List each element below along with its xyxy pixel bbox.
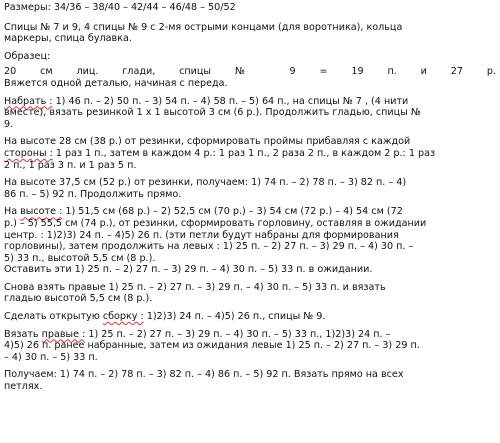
height-37-paragraph [4,177,496,200]
neckline-line-4: горловины), затем продолжить на левых : 1) 25 п. – 2) 27 п. – 3) 29 п. – 4) 30 п. – [4,241,414,253]
armhole-paragraph [4,136,496,171]
armhole-line-1: На высоте 28 см (38 р.) от резинки, сформировать проймы прибавляя с каждой [4,136,411,148]
cast-on-keyword: Набрать : [4,95,53,107]
needles-paragraph [4,22,496,45]
height-37-line-1: На высоте 37,5 см (52 р.) от резинки, получаем: 1) 74 п. – 2) 78 п. – 3) 82 п. – 4) [4,177,407,189]
needles-line-2: маркеры, спица булавка. [4,33,132,45]
neckline-keyword: высоте : [20,206,63,218]
neckline-line-1-start: На [4,206,21,218]
right-side-paragraph [4,282,496,305]
right-side-line-2: гладью высотой 5,5 см (8 р.). [4,293,153,305]
sizes-line: Размеры: 34/36 – 38/40 – 42/44 – 46/48 – 50/52 [4,2,236,13]
neckline-line-2: р.) – 5) 55,5 см (74 р.), от резинки, сформировать горловину, оставляя в ожидании [4,217,427,229]
result-line-2: петлях. [4,381,43,393]
right-side-line-1: Снова взять правые 1) 25 п. – 2) 27 п. – 3) 29 п. – 4) 30 п. – 5) 33 п. и вязать [4,281,386,293]
armhole-line-2 [4,148,496,160]
neckline-line-5: 5) 33 п., высотой 5,5 см (8 р.). [4,252,156,264]
open-assembly-keyword: сборку : [102,311,144,323]
cast-on-line-1-rest: 1) 46 п. – 2) 50 п. – 3) 54 п. – 4) 58 п. – 5) 64 п., на спицы № 7 , (4 нити [52,95,409,107]
open-assembly-start: Сделать открытую [4,311,103,323]
take-right-line-1-rest: 1) 25 п. – 2) 27 п. – 3) 29 п. – 4) 30 п. – 5) 33 п., 1)2)3) 24 п. – [85,328,391,340]
cast-on-line-1 [4,96,496,108]
neckline-paragraph [4,206,496,264]
leave-line: Оставить эти 1) 25 п. – 2) 27 п. – 3) 29 п. – 4) 30 п. – 5) 33 п. в ожидании. [4,264,373,276]
sample-heading: Образец: [4,50,51,62]
open-assembly-rest: 1)2)3) 24 п. – 4)5) 26 п., спицы № 9. [143,311,326,323]
sample-line-2: Вяжется одной деталью, начиная с переда. [4,77,228,89]
needles-line-1: Спицы № 7 и 9, 4 спицы № 9 с 2-мя острыми концами (для воротника), кольца [4,21,403,33]
cast-on-paragraph [4,96,496,131]
take-right-paragraph [4,329,496,364]
armhole-line-3: 2 п., 1 раз 3 п. и 1 раз 5 п. [4,159,137,171]
neckline-line-1-rest: 1) 51,5 см (68 р.) – 2) 52,5 см (70 р.) – 3) 54 см (72 р.) – 4) 54 см (72 [62,206,403,218]
cast-on-line-3: 9. [4,118,14,130]
take-right-line-3: – 4) 30 п. – 5) 33 п. [4,351,98,363]
armhole-keyword: стороны : [4,147,53,159]
take-right-start: Вязать [4,328,42,340]
sample-line-1: 20 см лиц. глади, спицы № 9 = 19 п. и 27 р. [4,66,496,78]
neckline-line-3: центр. : 1)2)3) 24 п. – 4)5) 26 п. (эти петли будут набраны для формирования [4,229,399,241]
height-37-line-2: 86 п. – 5) 92 п. Продолжить прямо. [4,188,182,200]
take-right-line-2: 4)5) 26 п. ранее набранные, затем из ожидания левые 1) 25 п. – 2) 27 п. – 3) 29 п. [4,340,420,352]
take-right-line-1 [4,329,496,341]
take-right-keyword: правые : [41,328,86,340]
neckline-line-1 [4,206,496,218]
sample-paragraph [4,66,496,89]
armhole-line-2-rest: 1 раз 1 п., затем в каждом 4 р.: 1 раз 1 п., 2 раза 2 п., в каждом 2 р.: 1 раз [52,147,436,159]
cast-on-line-2: вместе), вязать резинкой 1 х 1 высотой 3 см (6 р.). Продолжить гладью, спицы № [4,107,421,119]
result-line-1: Получаем: 1) 74 п. – 2) 78 п. – 3) 82 п. – 4) 86 п. – 5) 92 п. Вязать прямо на всех [4,369,404,381]
open-assembly-line [4,311,496,323]
result-paragraph [4,369,496,392]
